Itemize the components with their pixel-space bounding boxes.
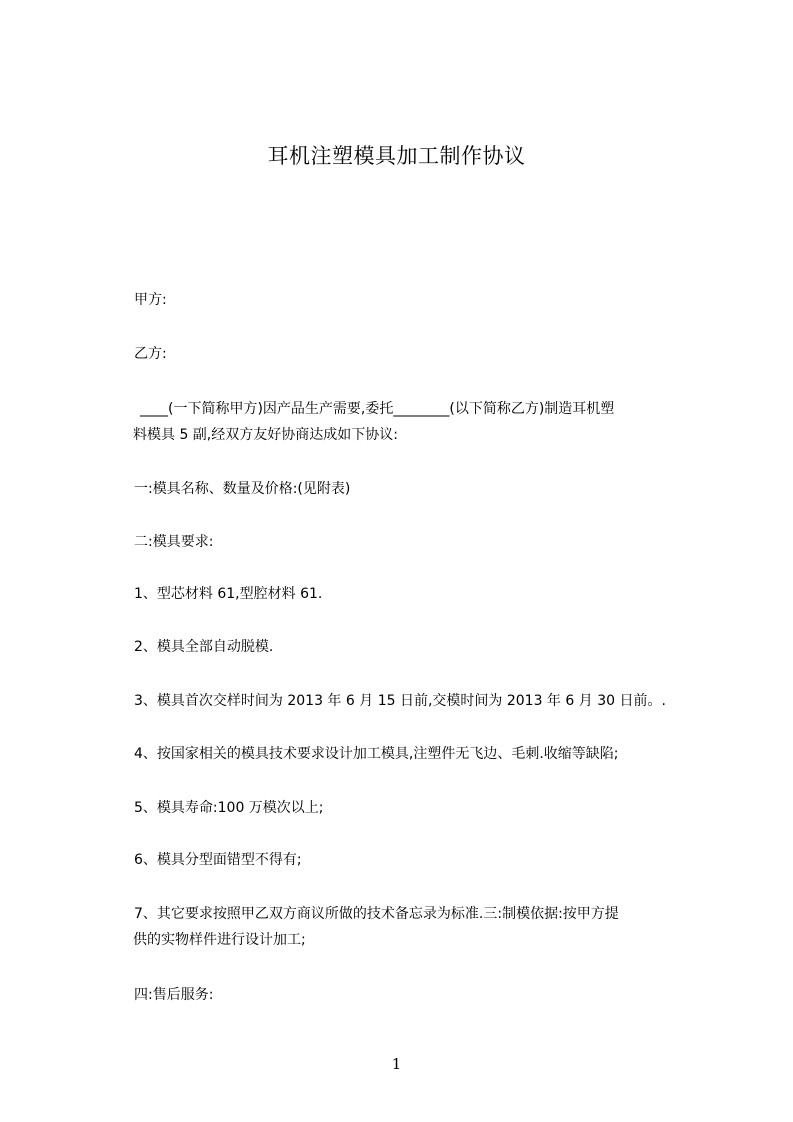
requirement-item-6: 6、模具分型面错型不得有;	[134, 852, 302, 868]
intro-line-2: 料模具 5 副,经双方友好协商达成如下协议:	[133, 427, 398, 443]
section-4-heading: 四:售后服务:	[134, 987, 214, 1003]
section-1-heading: 一:模具名称、数量及价格:(见附表)	[134, 481, 351, 497]
requirement-item-4: 4、按国家相关的模具技术要求设计加工模具,注塑件无飞边、毛刺.收缩等缺陷;	[134, 746, 619, 762]
requirement-item-7-line-1: 7、其它要求按照甲乙双方商议所做的技术备忘录为标准.三:制模依据:按甲方提	[134, 906, 619, 922]
section-2-heading: 二:模具要求:	[134, 534, 214, 550]
requirement-item-2: 2、模具全部自动脱模.	[134, 639, 274, 655]
intro-paragraph	[134, 396, 704, 448]
document-title: 耳机注塑模具加工制作协议	[267, 144, 526, 168]
requirement-item-1: 1、型芯材料 61,型腔材料 61.	[134, 586, 323, 602]
requirement-item-3: 3、模具首次交样时间为 2013 年 6 月 15 日前,交模时间为 2013 年 6 月 30 日前。.	[134, 693, 666, 709]
party-b-label: 乙方:	[134, 346, 167, 362]
requirement-item-7-line-2: 供的实物样件进行设计加工;	[133, 932, 306, 948]
requirement-item-5: 5、模具寿命:100 万模次以上;	[134, 800, 324, 816]
intro-line-1: ____(一下简称甲方)因产品生产需要,委托________(以下简称乙方)制造耳机塑	[140, 401, 615, 417]
party-a-label: 甲方:	[134, 292, 167, 308]
requirement-item-7	[134, 901, 704, 953]
page-number: 1	[391, 1055, 402, 1073]
